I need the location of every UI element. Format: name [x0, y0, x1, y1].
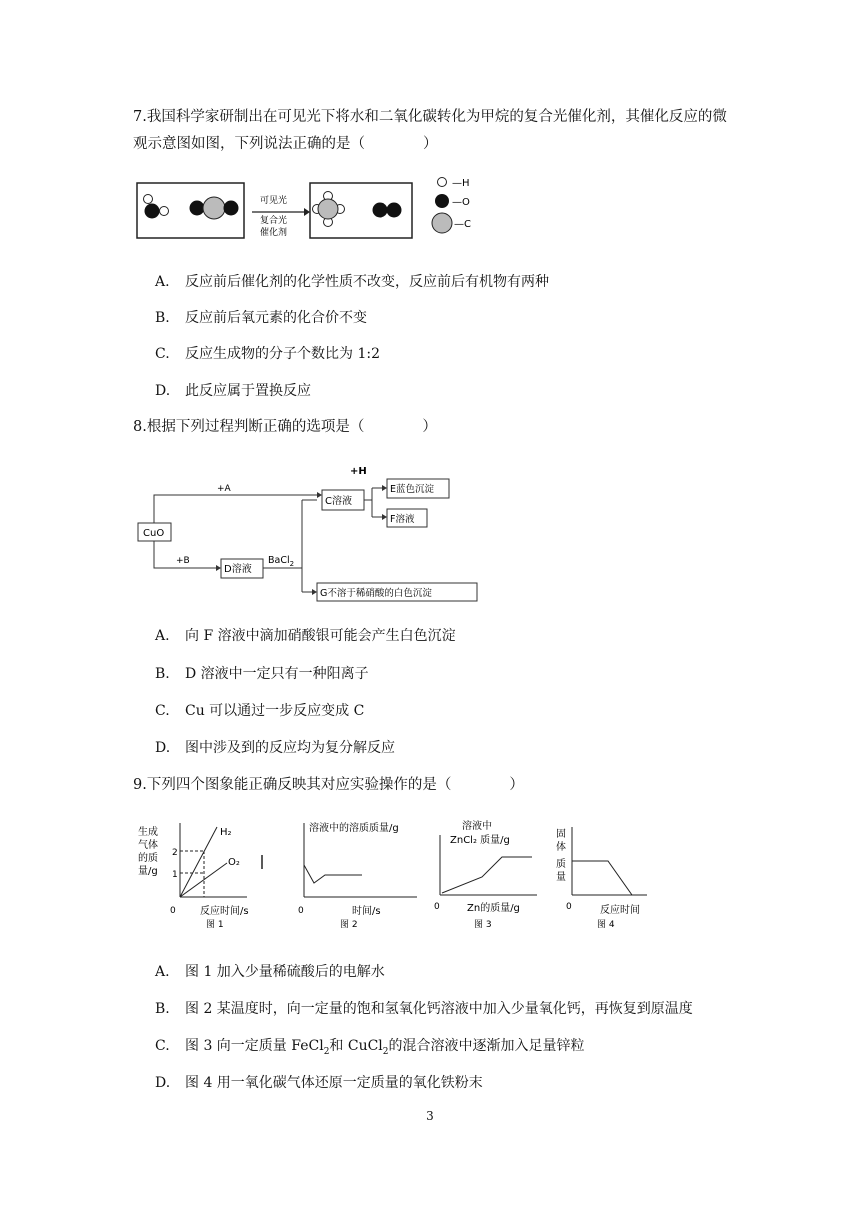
- flow-plus-h: +H: [350, 466, 367, 477]
- graph-3-ylabel-2: ZnCl₂ 质量/g: [450, 835, 510, 846]
- graph-1-caption: 图 1: [206, 920, 224, 930]
- question-9-option-b: B. 图 2 某温度时，向一定量的饱和氢氧化钙溶液中加入少量氧化钙，再恢复到原温度: [155, 1001, 693, 1017]
- graph-2-origin: 0: [298, 906, 304, 916]
- graph-3-ylabel-1: 溶液中: [462, 821, 492, 832]
- graph-4-origin: 0: [566, 902, 572, 912]
- flow-bacl2: BaCl$_2$: [268, 555, 295, 568]
- graph-1-tick-2: 2: [172, 848, 178, 858]
- graph-2-caption: 图 2: [340, 920, 358, 930]
- question-7-option-c: C. 反应生成物的分子个数比为 1:2: [155, 346, 380, 362]
- graph-1-ylabel-1: 生成: [138, 827, 158, 838]
- legend-h: —H: [452, 178, 470, 189]
- graph-1-ylabel-4: 量/g: [138, 866, 158, 877]
- graph-4-ylabel-3: 质: [556, 859, 566, 870]
- arrow-label-visible-light: 可见光: [260, 196, 288, 206]
- graph-4-ylabel-2: 体: [556, 842, 566, 853]
- graph-1-ylabel-3: 的质: [138, 853, 158, 864]
- legend-o: —O: [452, 197, 470, 208]
- legend-c: —C: [454, 219, 471, 230]
- question-8-stem: 8.根据下列过程判断正确的选项是（ ）: [133, 419, 437, 435]
- graph-2: [298, 821, 417, 930]
- flow-f-box: F溶液: [390, 514, 415, 525]
- question-8-option-b: B. D 溶液中一定只有一种阳离子: [155, 666, 369, 682]
- question-7-figure: [132, 170, 492, 240]
- question-8-flowchart: [132, 460, 492, 605]
- question-9-stem: 9.下列四个图象能正确反映其对应实验操作的是（ ）: [133, 777, 524, 793]
- graph-3-origin: 0: [434, 902, 440, 912]
- graph-1-h2-label: H₂: [220, 827, 232, 838]
- arrow-label-composite: 复合光: [260, 216, 288, 226]
- graph-4-ylabel-1: 固: [556, 829, 566, 840]
- flow-c-solution: C溶液: [325, 496, 352, 507]
- graph-3-caption: 图 3: [474, 920, 492, 930]
- graph-4: [556, 827, 647, 930]
- graph-1-o2-label: O₂: [228, 857, 240, 868]
- graph-4-ylabel-4: 量: [556, 872, 566, 883]
- flow-plus-b: +B: [176, 556, 190, 566]
- graph-4-caption: 图 4: [597, 920, 615, 930]
- question-9-graphs: [132, 815, 652, 940]
- graph-4-xlabel: 反应时间: [600, 905, 640, 916]
- graph-1-xlabel: 反应时间/s: [200, 906, 249, 917]
- question-7-option-b: B. 反应前后氧元素的化合价不变: [155, 310, 367, 326]
- flow-e-box: E蓝色沉淀: [390, 484, 435, 495]
- graph-2-ylabel: 溶液中的溶质质量/g: [309, 823, 399, 834]
- page-number: 3: [426, 1109, 434, 1123]
- graph-1-origin: 0: [170, 906, 176, 916]
- question-7-option-d: D. 此反应属于置换反应: [155, 383, 311, 399]
- question-9-option-d: D. 图 4 用一氧化碳气体还原一定质量的氧化铁粉末: [155, 1075, 483, 1091]
- graph-1: [138, 823, 262, 930]
- question-8-option-a: A. 向 F 溶液中滴加硝酸银可能会产生白色沉淀: [155, 628, 456, 644]
- flow-d-solution: D溶液: [224, 564, 252, 575]
- flow-plus-a: +A: [217, 484, 231, 494]
- question-8-option-d: D. 图中涉及到的反应均为复分解反应: [155, 740, 395, 756]
- arrow-label-catalyst: 催化剂: [260, 228, 288, 238]
- question-9-option-a: A. 图 1 加入少量稀硫酸后的电解水: [155, 964, 385, 980]
- flow-cuo: CuO: [143, 528, 165, 539]
- question-8-option-c: C. Cu 可以通过一步反应变成 C: [155, 703, 365, 719]
- graph-3-xlabel: Zn的质量/g: [467, 903, 520, 914]
- graph-2-xlabel: 时间/s: [352, 906, 381, 917]
- graph-1-tick-1: 1: [172, 870, 178, 880]
- question-9-option-c: C. 图 3 向一定质量 FeCl$_2$和 CuCl$_2$的混合溶液中逐渐加入足量锌粒: [155, 1038, 585, 1057]
- question-7-stem: 7.我国科学家研制出在可见光下将水和二氧化碳转化为甲烷的复合光催化剂，其催化反应的微观示意图如图，下列说法正确的是（ ）: [133, 109, 727, 152]
- question-7-option-a: A. 反应前后催化剂的化学性质不改变，反应前后有机物有两种: [155, 274, 549, 290]
- flow-g-box: G不溶于稀硝酸的白色沉淀: [320, 588, 432, 599]
- graph-3: [434, 819, 537, 930]
- graph-1-ylabel-2: 气体: [138, 840, 158, 851]
